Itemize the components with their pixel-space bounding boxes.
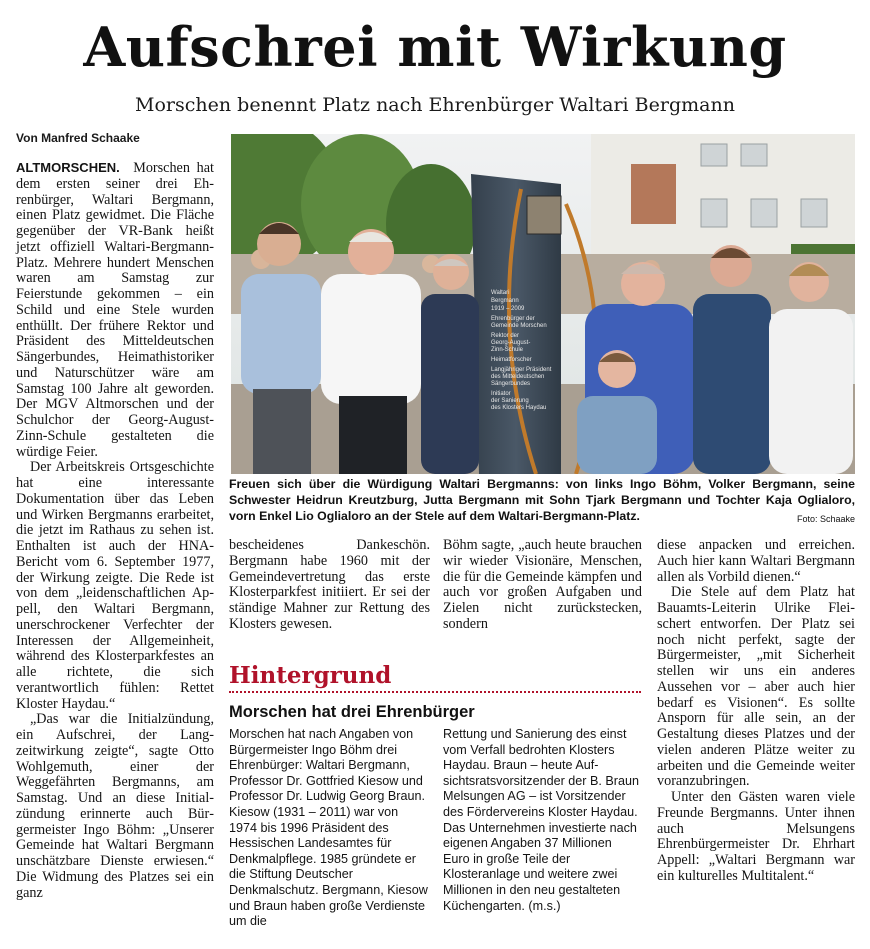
dateline: ALTMORSCHEN. bbox=[16, 160, 120, 175]
article-column-4 bbox=[657, 538, 855, 885]
headline: Aufschrei mit Wirkung bbox=[83, 15, 787, 79]
photo-illustration bbox=[231, 134, 855, 474]
byline: Von Manfred Schaake bbox=[16, 131, 140, 145]
hintergrund-label: Hintergrund bbox=[229, 662, 392, 689]
dotted-divider bbox=[229, 691, 641, 693]
article-paragraph: „Das war die Initialzündung, ein Aufschrei, der Langzeitwirkung zeigte“, sagte Otto Wohlgemuth, einer der Weggefährten Bergmanns, am Samstag. Und an diese Initialzündung erinnerte auch Bürgermeister Ingo Böhm: „Unserer Gemeinde hat Waltari Bergmann unschätzbare Dienste erwiesen.“ Die Widmung des Platzes sei ein ganz bbox=[16, 711, 214, 901]
article-paragraph bbox=[16, 160, 214, 460]
subheadline: Morschen benennt Platz nach Ehrenbürger Waltari Bergmann bbox=[135, 94, 735, 116]
article-column-3 bbox=[443, 538, 642, 633]
hintergrund-column-1: Morschen hat nach Angaben von Bürgermeister Ingo Böhm drei Ehrenbürger: Waltari Bergmann, Professor Dr. Gottfried Kiesow und Professor Dr. Ludwig Georg Braun. Kiesow (1931 – 2011) war von 1974 bis 1996 Präsident des Hessischen Landesamtes für Denkmalpflege. 1985 gründete er die Stiftung Deutscher Denkmalschutz. Bergmann, Kiesow und Braun haben große Verdienste um die bbox=[229, 727, 428, 929]
article-column-2 bbox=[229, 538, 430, 633]
article-photo bbox=[231, 134, 855, 474]
article-paragraph: Die Stele auf dem Platz hat Bauamts-Leiterin Ulrike Fleischert entworfen. Der Platz sei noch nicht perfekt, sagte der Bürgermeister, „mit Sicherheit stellen wir uns ein anderes Aussehen vor – aber auch hier bedarf es Visionen“. Es sollte Ansporn für alle sein, an der Gestaltung dieses Platzes und der vielen anderen Plätze weiter zu arbeiten und die Gemeinde weiter voranzubringen. bbox=[657, 584, 855, 790]
article-paragraph: Böhm sagte, „auch heute brauchen wir wieder Visionäre, Menschen, die für die Gemeinde kämpfen und auch vor großen Aufgaben und Zielen nicht zurückstecken, sondern bbox=[443, 537, 642, 632]
stele-inscription: Waltari Bergmann 1919 – 2009 Ehrenbürger der Gemeinde Morschen Rektor der Georg-August- Zinn-Schule Heimatforscher Langjähriger Präsident des Mitteldeutschen Sängerbundes Initiator der Sanierung des Klosters Haydau bbox=[491, 290, 552, 411]
hintergrund-title: Morschen hat drei Ehrenbürger bbox=[229, 703, 475, 721]
article-paragraph: diese anpacken und erreichen. Auch hier kann Waltari Bergmann allen als Vorbild dienen.“ bbox=[657, 537, 855, 585]
photo-caption bbox=[229, 477, 855, 527]
article-column-1 bbox=[16, 160, 214, 901]
photo-credit: Foto: Schaake bbox=[796, 513, 855, 524]
hintergrund-column-2: Rettung und Sanierung des einst vom Verfall bedrohten Klosters Haydau. Braun – heute Aufsichtsratsvorsitzender der B. Braun Melsungen AG – ist Vorsitzender des Fördervereins Kloster Haydau. Das Unternehmen investierte nach eigenen Angaben 37 Millionen Euro in große Teile der Klosteranlage und weitere zwei Millionen in den neu gestalteten Küchengarten. (m.s.) bbox=[443, 727, 639, 913]
article-text: Morschen hat dem ersten seiner drei Ehrenbürger, Waltari Bergmann, einen Platz gewidmet. Die Fläche gegenüber der VR-Bank heißt jetzt offiziell Waltari-Bergmann-Platz. Mehrere hundert Menschen waren am Samstag zur Feierstunde gekommen – ein Schild und eine Stele wurden enthüllt. Der frühere Rektor und Präsident des Mitteldeutschen Sängerbundes, Heimathistoriker und Naturschützer wäre am Samstag 100 Jahre alt geworden. Der MGV Altmorschen und der Schulchor der Georg-August-Zinn-Schule gestalteten die würdige Feier. bbox=[16, 160, 214, 460]
article-paragraph: Der Arbeitskreis Ortsgeschichte hat eine interessante Dokumentation über das Leben und Wirken Bergmanns erarbeitet, die jetzt im Rathaus zu sehen ist. Enthalten ist auch der HNA-Bericht vom 6. September 1977, der Wirkung zeigte. Die Rede ist von dem „leidenschaftlichen Appell, den Waltari Bergmann, unerschrockener Verfechter der Interessen der Allgemeinheit, während des Klosterparkfestes an alle richtete, die sich verantwortlich fühlen: Rettet Kloster Haydau.“ bbox=[16, 459, 214, 712]
article-paragraph: Unter den Gästen waren viele Freunde Bergmanns. Unter ihnen auch Melsungens Ehrenbürgermeister Dr. Ehrhart Appell: „Waltari Bergmann war ein kulturelles Multitalent.“ bbox=[657, 789, 855, 884]
caption-text: Freuen sich über die Würdigung Waltari Bergmanns: von links Ingo Böhm, Volker Bergmann, seine Schwester Heidrun Kreutzburg, Jutta Bergmann mit Sohn Tjark Bergmann und Tochter Kaja Oglialoro, vorn Enkel Lio Oglialoro an der Stele auf dem Waltari-Bergmann-Platz. bbox=[229, 477, 855, 523]
article-paragraph: bescheidenes Dankeschön. Bergmann habe 1960 mit der Gemeindevertretung das erste Klosterparkfest initiiert. Er sei der ständige Mahner zur Rettung des Klosters gewesen. bbox=[229, 537, 430, 632]
